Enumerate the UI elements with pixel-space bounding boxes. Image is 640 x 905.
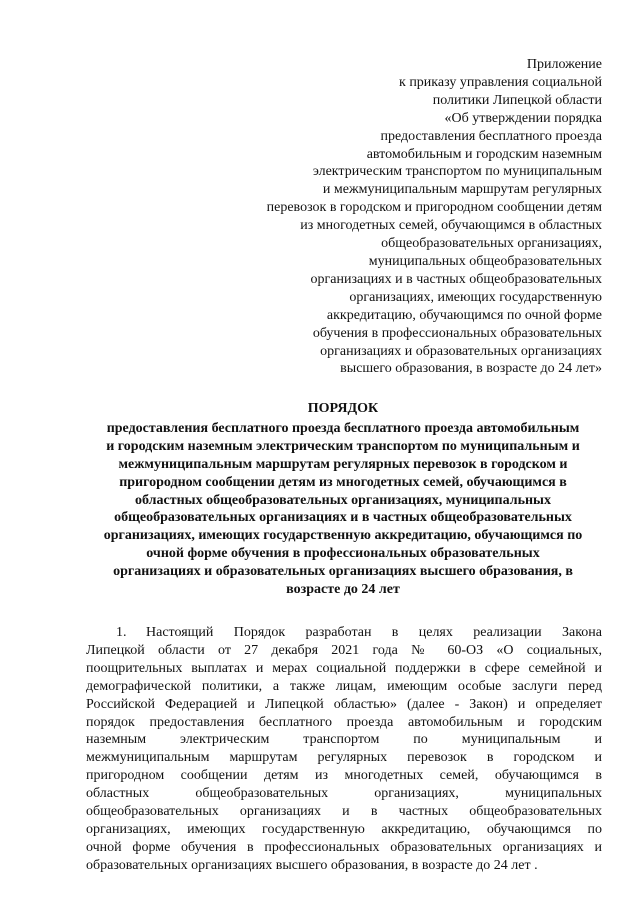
paragraph-1: [86, 624, 602, 875]
heading-line: очной форме обучения в профессиональных образовательных: [146, 546, 540, 562]
paragraph-number: 1.: [116, 625, 127, 640]
appendix-line: обучения в профессиональных образовательных: [312, 325, 602, 341]
paragraph-line: межмуниципальным маршрутам регулярных перевозок в городском и: [86, 750, 602, 766]
paragraph-line: организациях, имеющих государственную аккредитацию, обучающимся по: [86, 821, 602, 837]
appendix-line: электрическим транспортом по муниципальным: [312, 164, 602, 180]
appendix-line: аккредитацию, обучающимся по очной форме: [326, 307, 602, 323]
appendix-line: политики Липецкой области: [432, 92, 602, 108]
heading-line: организациях и образовательных организациях высшего образования, в: [113, 564, 573, 580]
appendix-line: организациях и в частных общеобразовательных: [310, 271, 602, 287]
paragraph-line: поощрительных выплатах и мерах социальной поддержки в сфере семейной и: [86, 660, 602, 676]
paragraph-line: Липецкой области от 27 декабря 2021 года № 60-ОЗ «О социальных,: [86, 642, 602, 658]
appendix-line: муниципальных общеобразовательных: [368, 253, 602, 269]
heading-line: предоставления бесплатного проезда бесплатного проезда автомобильным: [106, 420, 580, 436]
paragraph-line: Российской Федерацией и Липецкой областью» (далее - Закон) и определяет: [86, 696, 602, 712]
heading-line: межмуниципальным маршрутам регулярных перевозок в городском и: [118, 456, 568, 472]
heading-line: общеобразовательных организациях и в частных общеобразовательных: [114, 510, 572, 526]
paragraph-line: пригородном сообщении детям из многодетных семей, обучающимся в: [86, 768, 602, 784]
paragraph-first-line: [86, 624, 602, 642]
heading-line: и городским наземным электрическим транспортом по муниципальным и: [106, 438, 580, 454]
document-title: ПОРЯДОК: [307, 401, 379, 416]
document-heading: [78, 400, 608, 599]
appendix-block: [202, 56, 602, 378]
paragraph-line: Настоящий Порядок разработан в целях реализации Закона: [146, 625, 602, 640]
heading-line: областных общеобразовательных организациях, муниципальных: [134, 492, 551, 508]
appendix-line: организациях и образовательных организациях: [320, 343, 602, 359]
heading-line: организациях, имеющих государственную аккредитацию, обучающимся по: [103, 528, 583, 544]
appendix-line: организациях, имеющих государственную: [349, 289, 602, 305]
heading-line: возрасте до 24 лет: [286, 582, 400, 598]
paragraph-line: областных общеобразовательных организациях, муниципальных: [86, 786, 602, 802]
appendix-line: автомобильным и городским наземным: [366, 146, 602, 162]
appendix-line: и межмуниципальным маршрутам регулярных: [322, 182, 602, 198]
paragraph-line: образовательных организациях высшего образования, в возрасте до 24 лет .: [86, 857, 538, 873]
appendix-line: к приказу управления социальной: [399, 74, 602, 90]
paragraph-line: наземным электрическим транспортом по муниципальным и: [86, 732, 602, 748]
paragraph-line: порядок предоставления бесплатного проезда автомобильным и городским: [86, 714, 602, 730]
appendix-line: из многодетных семей, обучающимся в областных: [300, 218, 602, 234]
appendix-line: предоставления бесплатного проезда: [380, 128, 602, 144]
heading-line: пригородном сообщении детям из многодетных семей, обучающимся в: [119, 474, 567, 490]
appendix-line: перевозок в городском и пригородном сообщении детям: [266, 200, 602, 216]
paragraph-line: очной форме обучения в профессиональных образовательных организациях и: [86, 839, 602, 855]
appendix-line: «Об утверждении порядка: [444, 110, 602, 126]
appendix-line: общеобразовательных организациях,: [381, 236, 602, 252]
appendix-line: высшего образования, в возрасте до 24 лет»: [340, 361, 602, 377]
appendix-line: Приложение: [526, 57, 602, 72]
paragraph-line: общеобразовательных организациях и в частных общеобразовательных: [86, 804, 602, 820]
paragraph-line: демографической политики, а также лицам, имеющим особые заслуги перед: [86, 678, 602, 694]
